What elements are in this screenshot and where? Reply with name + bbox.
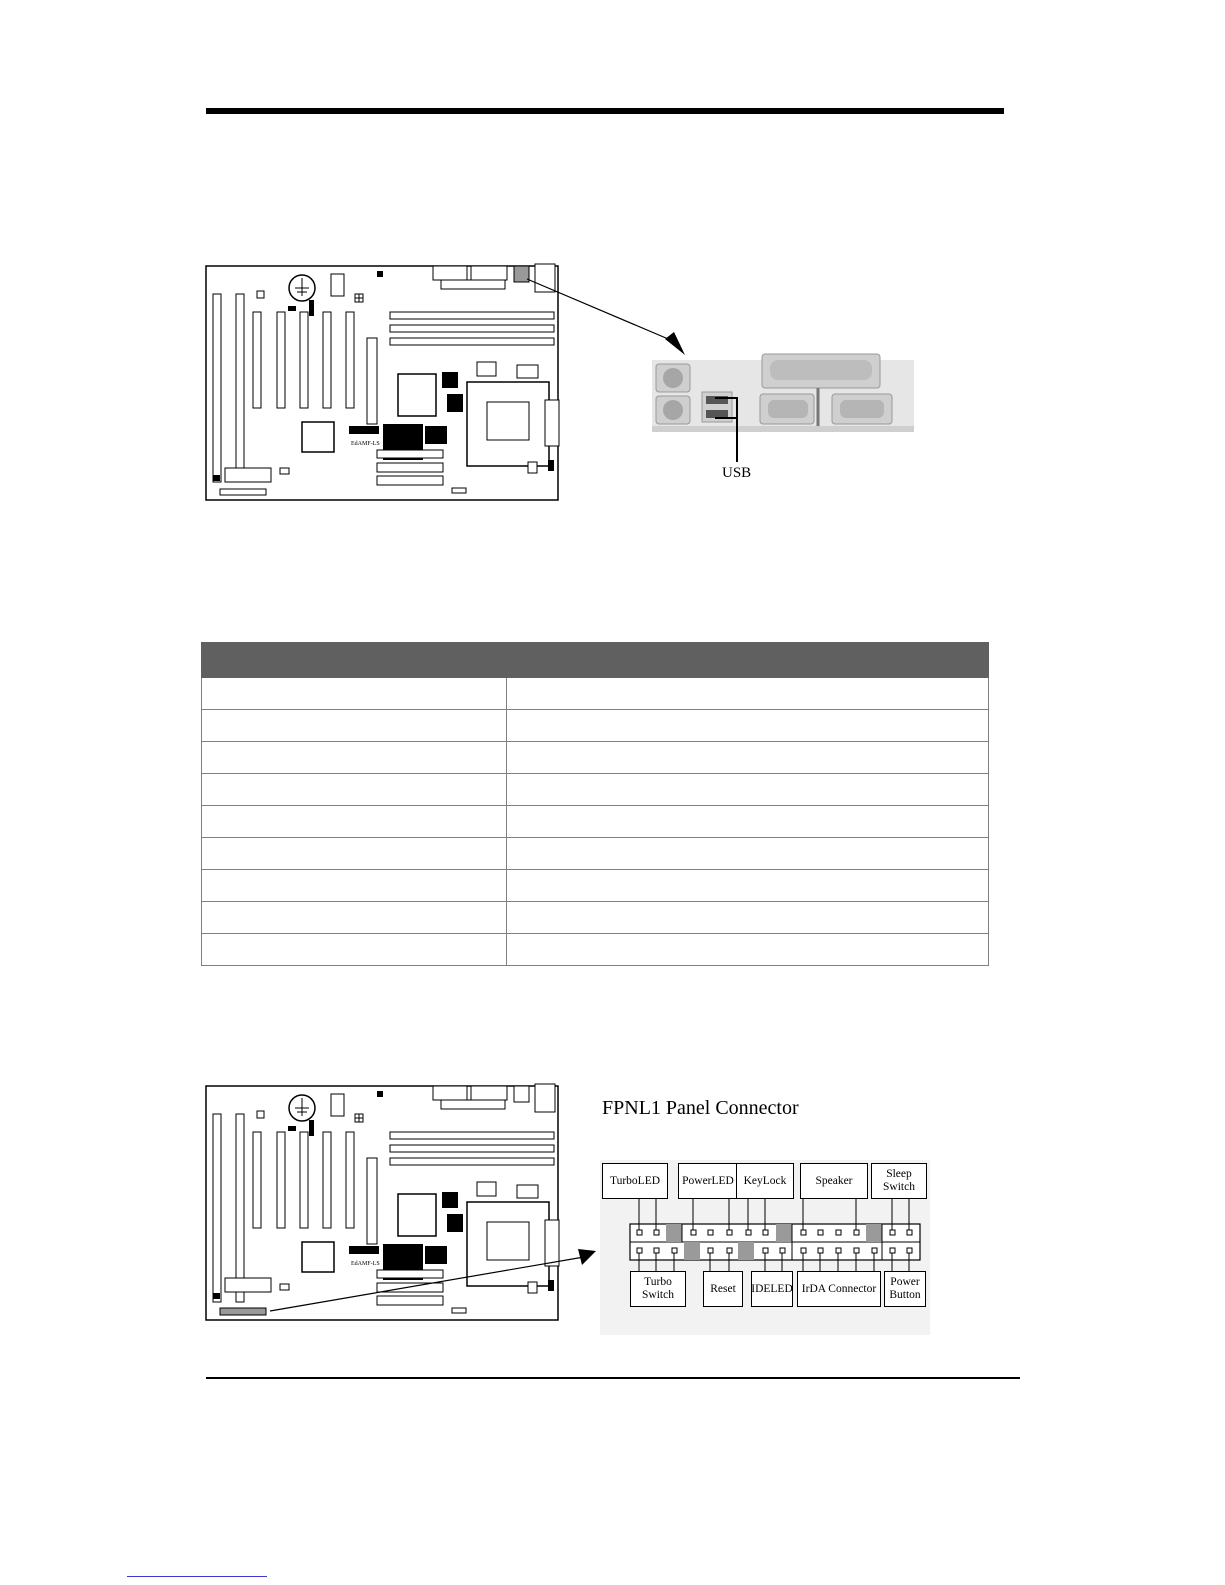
svg-text:EdAMF-LS: EdAMF-LS (351, 1261, 380, 1267)
table-cell (507, 870, 989, 902)
footer-link-underline (127, 1576, 267, 1577)
table-row (202, 934, 989, 966)
table-cell (202, 678, 507, 710)
table-cell (507, 902, 989, 934)
footer-rule (206, 1377, 1020, 1379)
table-cell (202, 870, 507, 902)
table-row (202, 678, 989, 710)
table-cell (507, 774, 989, 806)
reset-label: Reset (703, 1271, 743, 1307)
turbo-switch-label: Turbo Switch (630, 1271, 686, 1307)
table-row (202, 838, 989, 870)
table-cell (507, 934, 989, 966)
table-header-cell (507, 643, 989, 678)
table-cell (202, 710, 507, 742)
table-cell (202, 902, 507, 934)
table-cell (507, 838, 989, 870)
table-header-row (202, 643, 989, 678)
table-cell (202, 774, 507, 806)
fpnl1-pointer-arrow (268, 1245, 603, 1315)
table-cell (507, 742, 989, 774)
usb-label: USB (722, 465, 752, 481)
table-row (202, 742, 989, 774)
irda-connector-label: IrDA Connector (797, 1271, 881, 1307)
table-cell (202, 806, 507, 838)
table-header-cell (202, 643, 507, 678)
table-row (202, 806, 989, 838)
table-row (202, 870, 989, 902)
table-cell (507, 678, 989, 710)
svg-text:EdAMF-LS: EdAMF-LS (351, 441, 380, 447)
header-rule (206, 108, 1004, 114)
sleep-switch-label: Sleep Switch (871, 1163, 927, 1199)
table-cell (507, 710, 989, 742)
table-cell (202, 742, 507, 774)
keylock-label: KeyLock (736, 1163, 794, 1199)
usb-callout-line (715, 394, 745, 464)
pin-table (201, 642, 989, 966)
usb-pointer-arrow (525, 275, 695, 360)
table-cell (202, 934, 507, 966)
table-row (202, 710, 989, 742)
motherboard-diagram-usb (205, 262, 565, 504)
power-button-label: Power Button (884, 1271, 926, 1307)
panel-connector-title: FPNL1 Panel Connector (602, 1097, 799, 1119)
powerled-label: PowerLED (678, 1163, 738, 1199)
table-cell (202, 838, 507, 870)
speaker-label: Speaker (800, 1163, 868, 1199)
ideled-label: IDELED (751, 1271, 793, 1307)
back-panel-io-diagram (652, 350, 914, 435)
table-row (202, 902, 989, 934)
turboled-label: TurboLED (602, 1163, 668, 1199)
table-cell (507, 806, 989, 838)
table-row (202, 774, 989, 806)
